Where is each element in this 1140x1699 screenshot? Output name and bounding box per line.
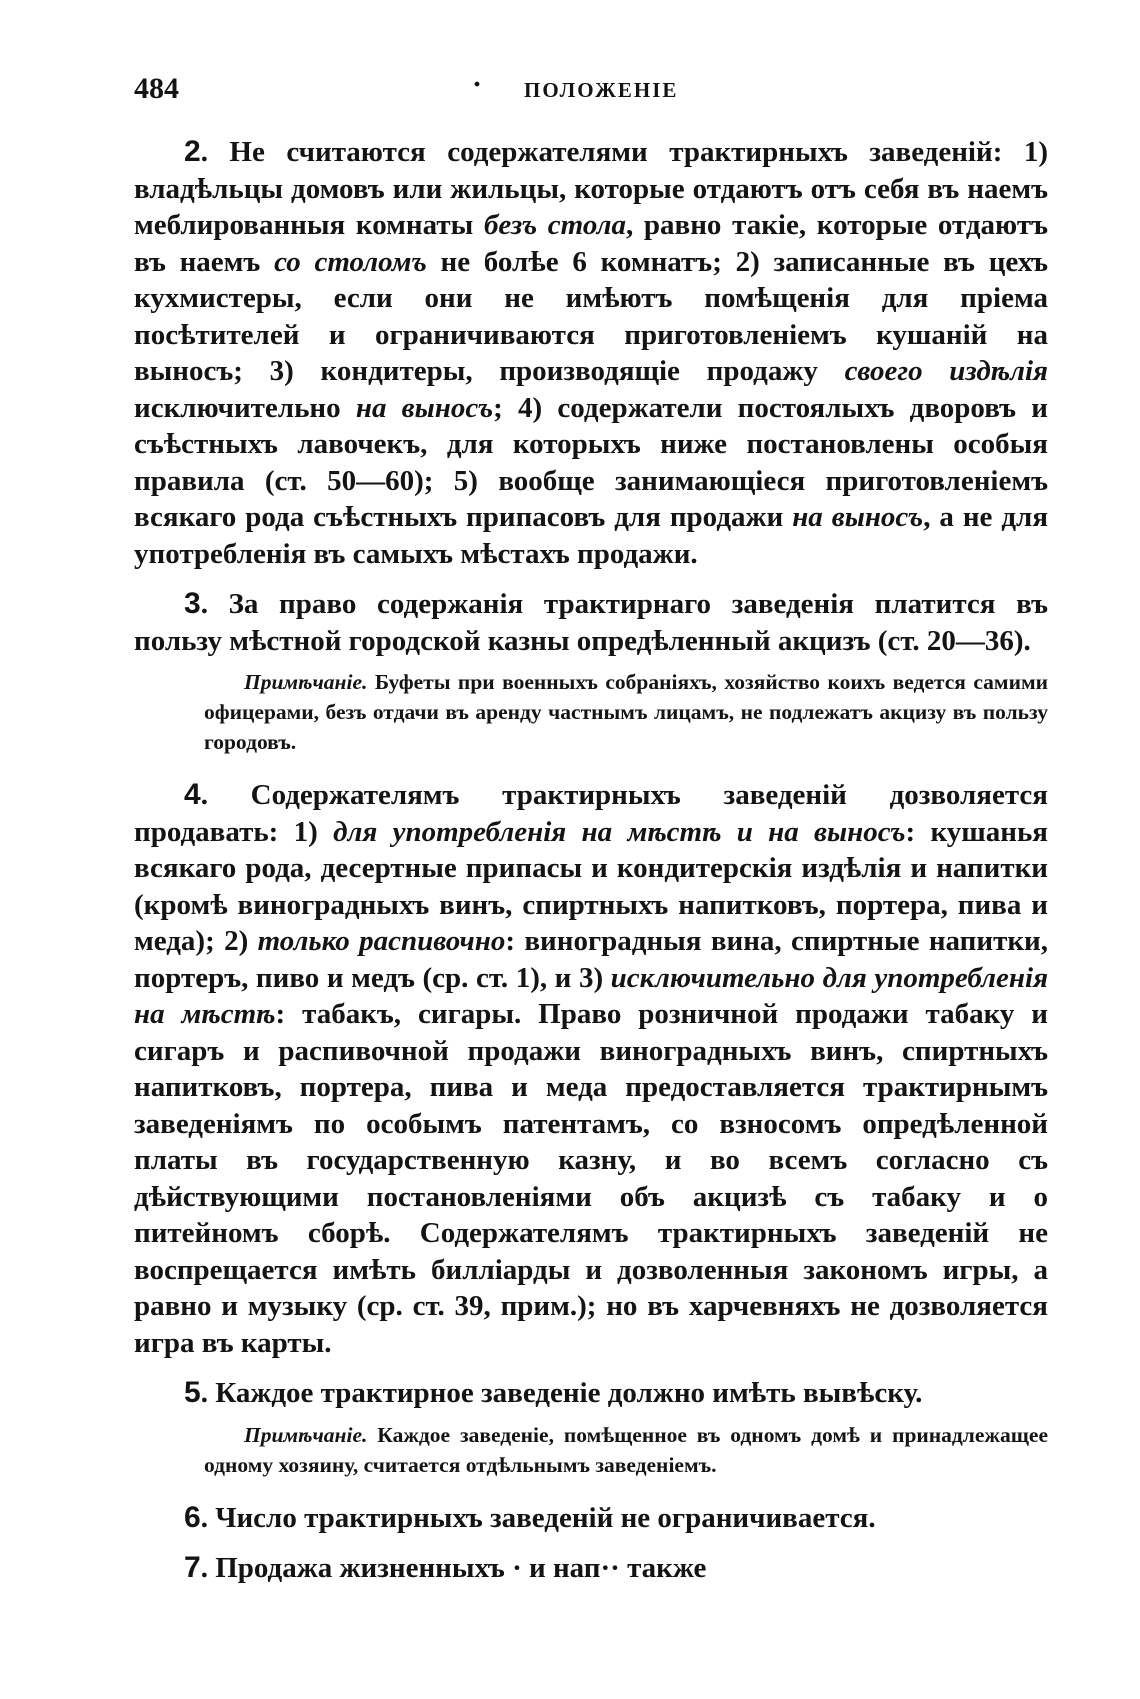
article-number: 6 <box>184 1500 201 1534</box>
text-run: не болѣе 6 комнатъ; 2) записанные въ цехъ кухмистеры, если они не имѣютъ помѣщенія для пріема посѣтителей и ограничиваются приготовленіемъ кушаній на выносъ; 3) кондитеры, производящіе продажу <box>134 245 1048 387</box>
article-5-note <box>204 1420 1048 1480</box>
text-run: , равно такіе, которые отдаютъ въ наемъ <box>134 209 1048 278</box>
text-run: Буфеты при военныхъ собраніяхъ, хозяйство коихъ ведется самими офицерами, безъ отдачи въ аренду частнымъ лицамъ, не подлежатъ акцизу въ пользу городовъ. <box>204 670 1048 754</box>
article-2 <box>134 134 1048 572</box>
article-number: 7 <box>184 1551 201 1584</box>
article-3-note <box>204 667 1048 757</box>
italic-text: своего издѣлія <box>844 355 1048 387</box>
italic-text: на выносъ <box>355 391 494 424</box>
text-run: исключительно <box>134 391 356 424</box>
italic-text: со столомъ <box>274 245 427 278</box>
text-run: . Содержателямъ трактирныхъ заведеній дозволяется продавать: 1) <box>134 779 1048 848</box>
article-6 <box>134 1500 1048 1537</box>
article-5 <box>134 1375 1048 1412</box>
article-number: 3 <box>184 587 201 620</box>
article-number: 4 <box>184 778 201 811</box>
text-run: : табакъ, сигары. Право розничной продажи табаку и сигаръ и распивочной продажи виноградныхъ винъ, спиртныхъ напитковъ, портера, пива и меда предоставляется трактирнымъ заведеніямъ по особымъ патентамъ, со взносомъ опредѣленной платы въ государственную казну, и во всемъ согласно съ дѣйствующими постановленіями объ акцизѣ съ табаку и о питейномъ сборѣ. Содержателямъ трактирныхъ заведеній не воспрещается имѣть билліарды и дозволенныя закономъ игры, а равно и музыку (ср. ст. 39, прим.); но въ харчевняхъ не дозволяется игра въ карты. <box>134 998 1048 1359</box>
italic-text: безъ стола <box>483 209 626 241</box>
text-run: ; 4) содержатели постоялыхъ дворовъ и съѣстныхъ лавочекъ, для которыхъ ниже постановлены особыя правила (ст. 50—60); 5) вообще занимающіеся приготовленіемъ всякаго рода съѣстныхъ припасовъ для продажи <box>134 391 1048 533</box>
italic-text: Примѣчаніе. <box>244 670 368 694</box>
italic-text: для употребленія на мѣстѣ и на выносъ <box>333 815 906 848</box>
text-run: Каждое заведеніе, помѣщенное въ одномъ домѣ и принадлежащее одному хозяину, считается отдѣльнымъ заведеніемъ. <box>204 1422 1048 1477</box>
text-run: . За право содержанія трактирнаго заведенія платится въ пользу мѣстной городской казны опредѣленный акцизъ (ст. 20—36). <box>134 588 1048 657</box>
italic-text: исключительно для употребленія на мѣстѣ <box>134 961 1049 1030</box>
page-body <box>134 134 1048 1601</box>
text-run: . Каждое трактирное заведеніе должно имѣть вывѣску. <box>200 1377 923 1409</box>
italic-text: Примѣчаніе. <box>244 1422 368 1447</box>
article-number: 2 <box>184 135 201 168</box>
italic-text: только распивочно <box>257 925 506 957</box>
text-run: : виноградныя вина, спиртные напитки, портеръ, пиво и медъ (ср. ст. 1), и 3) <box>134 925 1048 994</box>
running-title: ПОЛОЖЕНІЕ <box>524 78 679 102</box>
article-3 <box>134 586 1048 659</box>
page-number: 484 <box>134 72 179 105</box>
text-run: : кушанья всякаго рода, десертные припасы и кондитерскія издѣлія и напитки (кромѣ виноградныхъ винъ, спиртныхъ напитковъ, портера, пива и меда); 2) <box>134 815 1048 957</box>
text-run: . Число трактирныхъ заведеній не ограничивается. <box>200 1501 876 1534</box>
header-dot: · <box>472 68 483 101</box>
text-run: . Продажа жизненныхъ · и нап·· также <box>200 1552 707 1584</box>
text-run: , а не для употребленія въ самыхъ мѣстахъ продажи. <box>134 501 1049 570</box>
article-number: 5 <box>184 1376 201 1409</box>
article-7 <box>134 1550 1048 1587</box>
page-header <box>134 68 1040 112</box>
text-run: . Не считаются содержателями трактирныхъ заведеній: 1) владѣльцы домовъ или жильцы, которые отдаютъ отъ себя въ наемъ меблированныя комнаты <box>134 136 1048 241</box>
article-4 <box>134 777 1048 1361</box>
italic-text: на выносъ <box>792 501 924 533</box>
